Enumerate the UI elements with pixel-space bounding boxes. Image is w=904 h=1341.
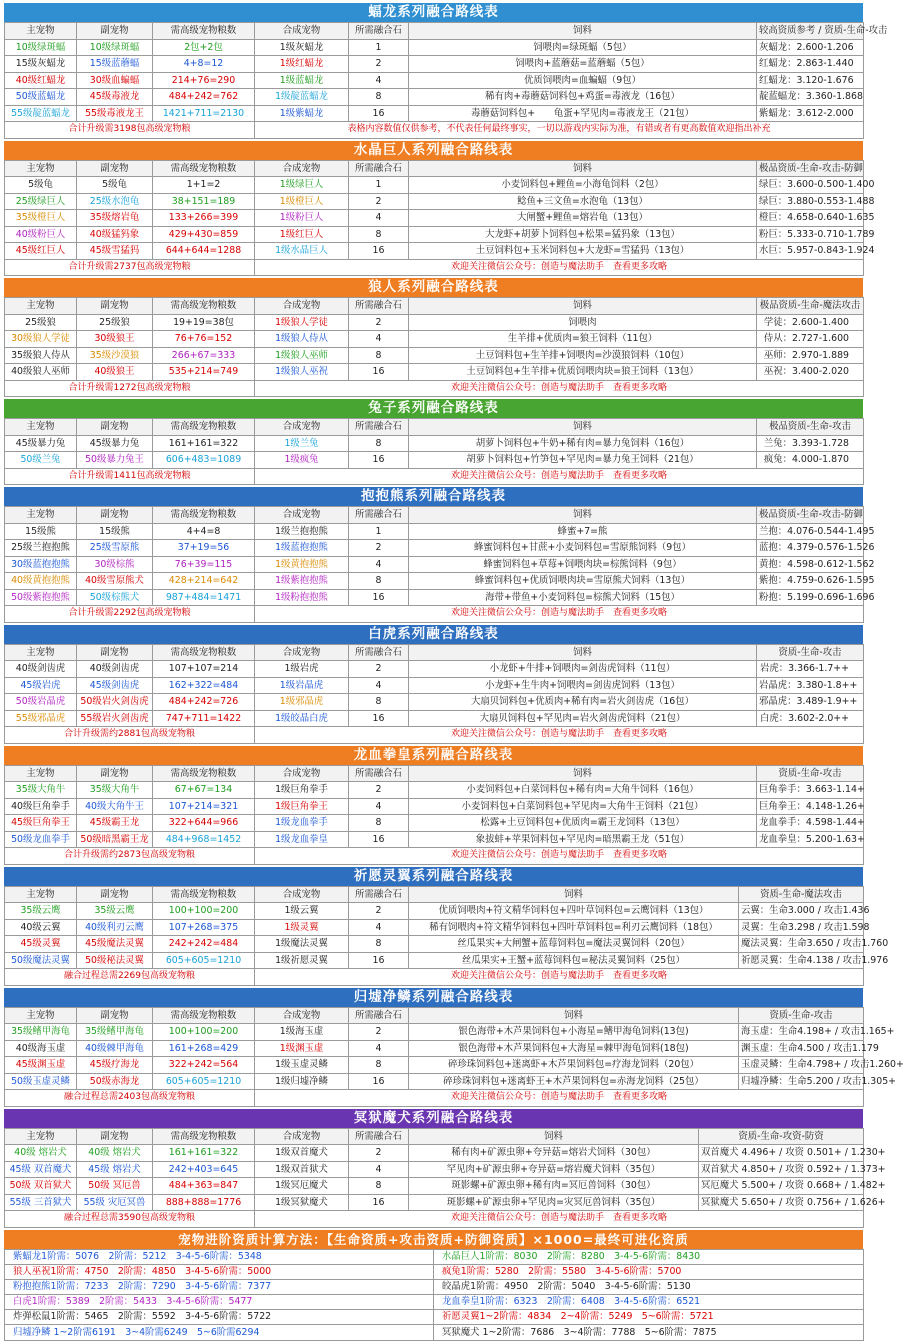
- col-stats: 较高资质参考 / 资质-生命-攻击: [757, 23, 864, 40]
- table-row: 45级 双首魔犬 45级 熔岩犬 242+403=645 1级双首狱犬 4 罕见肉+矿源虫卵+夸异菇=熔岩魔犬饲料（35包） 双首狱犬 4.850+ / 攻资 0.592+ / 1.373+: [5, 1161, 864, 1178]
- table-row: 50级魔法灵翼 50级秘法灵翼 605+605=1210 1级祈愿灵翼 16 丝瓜果实+王蟹+蓝莓饲料包=秘法灵翼饲料（25包） 祈愿灵翼：生命4.138 / 攻击1.976: [5, 952, 864, 969]
- table-row: 55级 三首狱犬 55级 灾厄冥兽 888+888=1776 1级冥狱魔犬 16 斑影螺+矿源虫卵+罕见肉=灾冥厄兽饲料（35包） 冥狱魔犬 5.650+ / 攻资 0.756+ / 1.626+: [5, 1194, 864, 1211]
- table-row: 45级红巨人 45级雪猛犸 644+644=1288 1级水晶巨人 16 土豆饲料包+玉米饲料包+大龙虾=雪猛犸（13包） 水巨：5.957-0.843-1.924: [5, 243, 864, 260]
- col-feed: 饲料: [409, 23, 757, 40]
- note-row: 合计升级需约2873包高级宠物粮 欢迎关注微信公众号：创造与魔法助手 查看更多攻略: [5, 848, 864, 865]
- route-table: [4, 765, 864, 865]
- header-row: 主宠物 副宠物 需高级宠物粮数 合成宠物 所需融合石 饲料 资质-生命-攻击: [5, 765, 864, 782]
- route-table: [4, 886, 889, 986]
- section-title: 祈愿灵翼系列融合路线表: [4, 867, 863, 886]
- section-bat-dragon: [4, 3, 888, 139]
- summary-table: [4, 1249, 864, 1341]
- table-row: 40级云翼 40级利刃云鹰 107+268=375 1级灵翼 4 稀有饲喂肉+符文精华饲料包+四叶草饲料包=利刃云鹰饲料（18包） 灵翼：生命3.298 / 攻击1.598: [5, 919, 864, 936]
- table-row: 白虎1阶需：5389 2阶需：5433 3-4-5-6阶需：5477 龙血拳皇1阶需：6323 2阶需：6408 3-4-5-6阶需：6521: [5, 1295, 864, 1310]
- table-row: 30级蓝抱抱熊 30级棕熊 76+39=115 1级黄抱抱熊 4 蜂蜜饲料包+草莓+饲喂肉块=棕熊饲料（9包） 黄抱：4.598-0.612-1.562: [5, 556, 864, 573]
- table-row: 35级橙巨人 35级熔岩龟 133+266=399 1级粉巨人 4 大闸蟹+鲤鱼=熔岩龟（13包） 橙巨：4.658-0.640-1.635: [5, 210, 864, 227]
- header-row: 主宠物 副宠物 需高级宠物粮数 合成宠物 所需融合石 饲料 极品资质-生命-攻击-防御: [5, 160, 864, 177]
- section-summary: [4, 1230, 863, 1341]
- header-row: 主宠物 副宠物 需高级宠物粮数 合成宠物 所需融合石 饲料 极品资质-生命-魔法攻击: [5, 298, 864, 315]
- table-row: 45级岩虎 45级剑齿虎 162+322=484 1级岩晶虎 4 小龙虾+生牛肉+饲喂肉=剑齿虎饲料（13包） 岩晶虎：3.380-1.8++: [5, 677, 864, 694]
- table-row: 45级暴力兔 45级暴力兔 161+161=322 1级兰兔 8 胡萝卜饲料包+牛奶+稀有肉=暴力兔饲料（16包） 兰兔：3.393-1.728: [5, 435, 864, 452]
- table-row: 10级绿斑蝠 10级绿斑蝠 2包+2包 1级灰蝠龙 1 饲喂肉=绿斑蝠（5包） 灰蝠龙：2.600-1.206: [5, 39, 864, 56]
- table-row: 炸弹松鼠1阶需：5465 2阶需：5592 3-4-5-6阶需：5722 祈愿灵翼1~2阶需：4834 2~4阶需：5249 5~6阶需：5721: [5, 1310, 864, 1325]
- section-wish-wing: [4, 867, 889, 986]
- route-table: [4, 1128, 886, 1228]
- table-row: 50级紫抱抱熊 50级棕熊犬 987+484=1471 1级粉抱抱熊 16 海带+带鱼+小麦饲料包=棕熊犬饲料（15包） 粉抱：5.199-0.696-1.696: [5, 589, 864, 606]
- route-table: [4, 418, 864, 485]
- route-table: [4, 1007, 904, 1107]
- route-table: [4, 644, 864, 744]
- table-row: 40级红蝠龙 30级血蝙蝠 214+76=290 1级蓝蝠龙 4 优质饲喂肉=血蝙蝠（9包） 红蝠龙：3.120-1.676: [5, 72, 864, 89]
- table-row: 50级兰兔 50级暴力兔王 606+483=1089 1级疯兔 16 胡萝卜饲料包+竹笋包+罕见肉=暴力兔王饲料（21包） 疯兔：4.000-1.870: [5, 452, 864, 469]
- table-row: 40级巨角拳手 40级大角牛王 107+214=321 1级巨角拳王 4 小麦饲料包+白菜饲料包+罕见肉=大角牛王饲料（21包） 巨角拳王：4.148-1.26+: [5, 798, 864, 815]
- note-row: 融合过程总需2269包高级宠物粮 欢迎关注微信公众号：创造与魔法助手 查看更多攻略: [5, 969, 864, 986]
- section-white-tiger: [4, 625, 863, 744]
- header-row: 主宠物 副宠物 需高级宠物粮数 合成宠物 所需融合石 饲料 极品资质-生命-攻击: [5, 419, 864, 436]
- table-row: 35级云鹰 35级云鹰 100+100=200 1级云翼 2 优质饲喂肉+符文精华饲料包+四叶草饲料包=云鹰饲料（13包） 云翼：生命3.000 / 攻击1.436: [5, 903, 864, 920]
- table-row: 55级邪晶虎 55级岩火剑齿虎 747+711=1422 1级皎晶白虎 16 大扇贝饲料包+罕见肉=岩火剑齿虎饲料（21包） 白虎：3.602-2.0++: [5, 710, 864, 727]
- table-row: 40级海玉虚 40级棘甲海龟 161+268=429 1级渊玉虚 4 银色海带+木芦果饲料包+大海星=棘甲海龟饲料(18包) 渊玉虚：生命4.500 / 攻击1.179: [5, 1040, 864, 1057]
- col-main: 主宠物: [5, 23, 77, 40]
- header-row: [5, 23, 864, 40]
- table-row: 40级 熔岩犬 40级 熔岩犬 161+161=322 1级双首魔犬 2 稀有肉+矿源虫卵+夸异菇=熔岩犬饲料（30包） 双首魔犬 4.496+ / 攻资 0.501+ / 1.230+: [5, 1145, 864, 1162]
- note-row: 合计升级需1411包高级宠物粮 欢迎关注微信公众号：创造与魔法助手 查看更多攻略: [5, 468, 864, 485]
- route-table: [4, 160, 875, 277]
- table-row: 45级灵翼 45级魔法灵翼 242+242=484 1级魔法灵翼 8 丝瓜果实+大闸蟹+蓝莓饲料包=魔法灵翼饲料（20包） 魔法灵翼：生命3.650 / 攻击1.760: [5, 936, 864, 953]
- header-row: 主宠物 副宠物 需高级宠物粮数 合成宠物 所需融合石 饲料 资质-生命-魔法攻击: [5, 886, 864, 903]
- table-row: 归墟净鳞 1~2阶需6191 3~4阶需6249 5~6阶需6294 冥狱魔犬 1~2阶需：7686 3~4阶需：7788 5~6阶需：7875: [5, 1325, 864, 1340]
- col-result: 合成宠物: [255, 23, 349, 40]
- header-row: 主宠物 副宠物 需高级宠物粮数 合成宠物 所需融合石 饲料 资质-生命-攻击: [5, 1007, 864, 1024]
- note-row: 合计升级需1272包高级宠物粮 欢迎关注微信公众号：创造与魔法助手 查看更多攻略: [5, 380, 864, 397]
- section-title: 狼人系列融合路线表: [4, 278, 863, 297]
- route-table: [4, 506, 875, 623]
- summary-title: 宠物进阶资质计算方法：【生命资质+攻击资质+防御资质】×1000=最终可进化资质: [4, 1230, 863, 1249]
- table-row: 35级狼人侍从 35级沙漠狼 266+67=333 1级狼人巫师 8 土豆饲料包+生羊排+饲喂肉=沙漠狼饲料（10包） 巫师：2.970-1.889: [5, 347, 864, 364]
- section-title: 抱抱熊系列融合路线表: [4, 487, 863, 506]
- section-title: 龙血拳皇系列融合路线表: [4, 746, 863, 765]
- note-row: 合计升级需约2881包高级宠物粮 欢迎关注微信公众号：创造与魔法助手 查看更多攻略: [5, 727, 864, 744]
- table-row: 25级兰抱抱熊 25级雪原熊 37+19=56 1级蓝抱抱熊 2 蜂蜜饲料包+甘蔗+小麦饲料包=雪原熊饲料（9包） 蓝抱：4.379-0.576-1.526: [5, 540, 864, 557]
- table-row: 50级 双首狱犬 50级 冥厄兽 484+363=847 1级冥厄魔犬 8 斑影螺+矿源虫卵+稀有肉=冥厄兽饲料（30包） 冥厄魔犬 5.500+ / 攻资 0.668+ / 1.482+: [5, 1178, 864, 1195]
- route-table: [4, 22, 888, 139]
- route-table: [4, 297, 864, 397]
- table-row: 25级狼 25级狼 19+19=38包 1级狼人学徒 2 饲喂肉 学徒：2.600-1.400: [5, 314, 864, 331]
- table-row: 5级龟 5级龟 1+1=2 1级绿巨人 1 小麦饲料包+鲤鱼=小海龟饲料（2包） 绿巨：3.600-0.500-1.400: [5, 177, 864, 194]
- table-row: 25级绿巨人 25级水泡龟 38+151=189 1级橙巨人 2 鲶鱼+三文鱼=水泡龟（13包） 绿巨：3.880-0.553-1.488: [5, 193, 864, 210]
- section-abyss-scale: [4, 988, 904, 1107]
- table-row: 15级灰蝠龙 15级蓝蘑蝠 4+8=12 1级红蝠龙 2 饲喂肉+蓝蘑菇=蓝蘑蝠（5包） 红蝠龙：2.863-1.440: [5, 56, 864, 73]
- note-row: 合计升级需2737包高级宠物粮 欢迎关注微信公众号：创造与魔法助手 查看更多攻略: [5, 259, 864, 276]
- table-row: 55级靛蓝蝠龙 55级毒液龙王 1421+711=2130 1级紫蝠龙 16 毒蘑菇饲料包+ 龟蛋+罕见肉=毒液龙王（21包） 紫蝠龙：3.612-2.000: [5, 105, 864, 122]
- header-row: 主宠物 副宠物 需高级宠物粮数 合成宠物 所需融合石 饲料 资质-生命-攻资-防资: [5, 1128, 864, 1145]
- note-row: 合计升级需2292包高级宠物粮 欢迎关注微信公众号：创造与魔法助手 查看更多攻略: [5, 606, 864, 623]
- note-row: 融合过程总需3590包高级宠物粮 欢迎关注微信公众号：创造与魔法助手 查看更多攻略: [5, 1211, 864, 1228]
- table-row: 粉抱抱熊1阶需：7233 2阶需：7290 3-4-5-6阶需：7377 皎晶虎1阶需：4950 2阶需：5040 3-4-5-6阶需：5130: [5, 1279, 864, 1294]
- section-title: 冥狱魔犬系列融合路线表: [4, 1109, 863, 1128]
- table-row: 40级黄抱抱熊 40级雪原熊犬 428+214=642 1级紫抱抱熊 8 蜂蜜饲料包+优质饲喂肉块=雪原熊犬饲料（13包） 紫抱：4.759-0.626-1.595: [5, 573, 864, 590]
- table-row: 15级熊 15级熊 4+4=8 1级兰抱抱熊 1 蜂蜜+7=熊 兰抱：4.076-0.544-1.495: [5, 523, 864, 540]
- table-row: 45级巨角拳王 45级霸王龙 322+644=966 1级龙血拳手 8 松露+土豆饲料包+优质肉=霸王龙饲料（13包） 龙血拳手：4.598-1.44+: [5, 815, 864, 832]
- table-row: 50级蓝蝠龙 45级毒液龙 484+242=762 1级靛蓝蝠龙 8 稀有肉+毒蘑菇饲料包+鸡蛋=毒液龙（16包） 靛蓝蝠龙：3.360-1.868: [5, 89, 864, 106]
- section-title: 白虎系列融合路线表: [4, 625, 863, 644]
- section-rabbit: [4, 399, 863, 485]
- header-row: 主宠物 副宠物 需高级宠物粮数 合成宠物 所需融合石 饲料 极品资质-生命-攻击-防御: [5, 507, 864, 524]
- table-row: 35级鳍甲海龟 35级鳍甲海龟 100+100=200 1级海玉虚 2 银色海带+木芦果饲料包+小海星=鳍甲海龟饲料(13包) 海玉虚：生命4.198+ / 攻击1.165+: [5, 1024, 864, 1041]
- table-row: 50级龙血拳手 50级暗黑霸王龙 484+968=1452 1级龙血拳皇 16 象拔蚌+苹果饲料包+罕见肉=暗黑霸王龙（51包） 龙血拳皇：5.200-1.63+: [5, 831, 864, 848]
- section-hug-bear: [4, 487, 875, 623]
- table-row: 40级粉巨人 40级猛犸象 429+430=859 1级红巨人 8 大龙虾+胡萝卜饲料包+松果=猛犸象（13包） 粉巨：5.333-0.710-1.789: [5, 226, 864, 243]
- section-title: 蝠龙系列融合路线表: [4, 3, 863, 22]
- table-row: 35级大角牛 35级大角牛 67+67=134 1级巨角拳手 2 小麦饲料包+白菜饲料包+稀有肉=大角牛饲料（16包） 巨角拳手：3.663-1.14+: [5, 782, 864, 799]
- table-row: 狼人巫祝1阶需：4750 2阶需：4850 3-4-5-6阶需：5000 疯兔1阶需：5280 2阶需：5580 3-4-5-6阶需：5700: [5, 1264, 864, 1279]
- col-food: 需高级宠物粮数: [153, 23, 255, 40]
- col-stones: 所需融合石: [349, 23, 409, 40]
- section-hell-hound: [4, 1109, 886, 1228]
- section-title: 归墟净鳞系列融合路线表: [4, 988, 863, 1007]
- table-row: 30级狼人学徒 30级狼王 76+76=152 1级狼人侍从 4 生羊排+优质肉=狼王饲料（11包） 侍从：2.727-1.600: [5, 331, 864, 348]
- section-crystal-giant: [4, 141, 875, 277]
- header-row: 主宠物 副宠物 需高级宠物粮数 合成宠物 所需融合石 饲料 资质-生命-攻击: [5, 644, 864, 661]
- section-dragon-blood-boxer: [4, 746, 863, 865]
- section-title: 兔子系列融合路线表: [4, 399, 863, 418]
- table-row: 紫蝠龙1阶需：5076 2阶需：5212 3-4-5-6阶需：5348 水晶巨人1阶需：8030 2阶需：8280 3-4-5-6阶需：8430: [5, 1249, 864, 1264]
- note-row: 融合过程总需2403包高级宠物粮 欢迎关注微信公众号：创造与魔法助手 查看更多攻略: [5, 1090, 864, 1107]
- table-row: 40级剑齿虎 40级剑齿虎 107+107=214 1级岩虎 2 小龙虾+牛排+饲喂肉=剑齿虎饲料（11包） 岩虎：3.366-1.7++: [5, 661, 864, 678]
- table-row: 40级狼人巫师 40级狼王 535+214=749 1级狼人巫祝 16 土豆饲料包+生羊排+优质饲喂肉块=狼王饲料（13包） 巫祝：3.400-2.020: [5, 364, 864, 381]
- table-row: 45级渊玉虚 45级疗海龙 322+242=564 1级玉虚灵鳞 8 碎珍珠饲料包+迷离虾+木芦果饲料包=疗海龙饲料（20包） 玉虚灵鳞：生命4.798+ / 攻击1.260+: [5, 1057, 864, 1074]
- section-title: 水晶巨人系列融合路线表: [4, 141, 863, 160]
- table-row: 50级玉虚灵鳞 50级赤海龙 605+605=1210 1级归墟净鳞 16 碎珍珠饲料包+迷离虾王+木芦果饲料包=赤海龙饲料（25包） 归墟净鳞：生命5.200 / 攻击1.305+: [5, 1073, 864, 1090]
- col-sub: 副宠物: [77, 23, 153, 40]
- section-werewolf: [4, 278, 863, 397]
- table-row: 50级岩晶虎 50级岩火剑齿虎 484+242=726 1级邪晶虎 8 大扇贝饲料包+优质肉+稀有肉=岩火剑齿虎（16包） 邪晶虎：3.489-1.9++: [5, 694, 864, 711]
- note-row: 合计升级需3198包高级宠物粮 表格内容数值仅供参考，不代表任何最终事实，一切以游戏内实际为准，有错或者有更高数值欢迎指出补充: [5, 122, 864, 139]
